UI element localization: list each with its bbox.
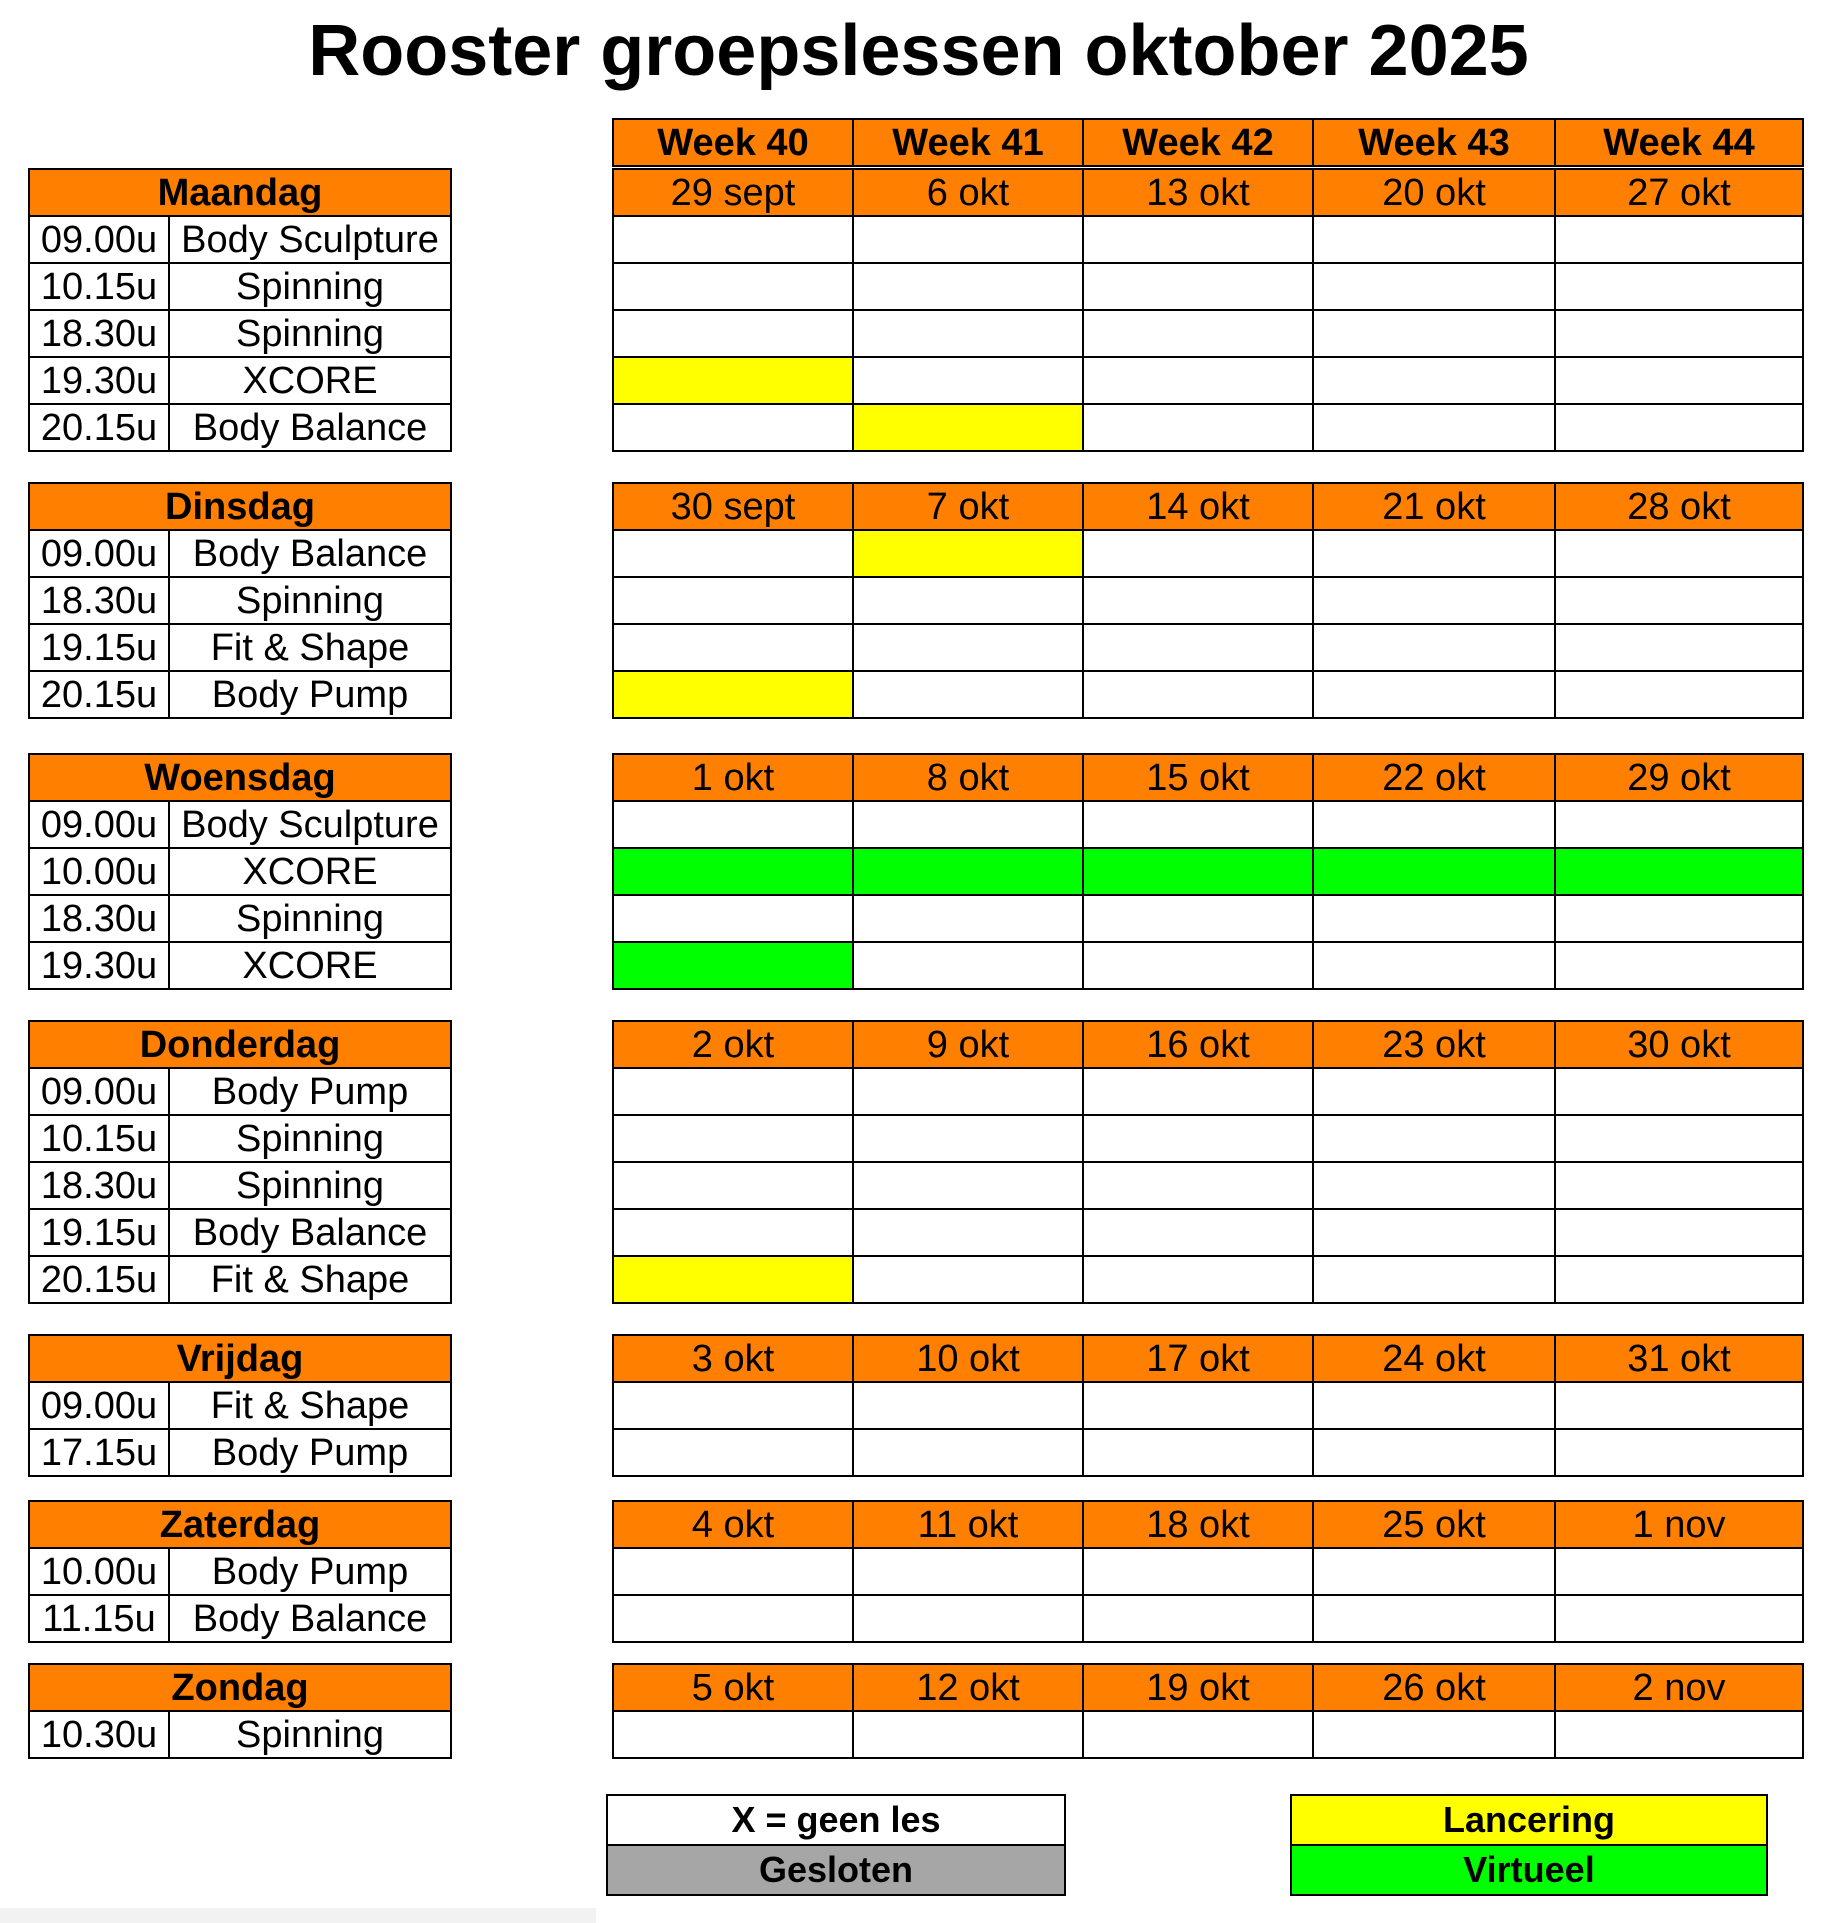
date-header: 10 okt — [853, 1335, 1083, 1382]
status-cell-virtueel — [853, 848, 1083, 895]
legend-virtueel: Virtueel — [1291, 1845, 1767, 1895]
status-cell — [1555, 1595, 1803, 1642]
status-row — [613, 577, 1803, 624]
status-cell — [1555, 1382, 1803, 1429]
legend-right — [1290, 1794, 1768, 1896]
day-block-vrijdag — [28, 1334, 452, 1477]
status-cell — [1555, 216, 1803, 263]
class-time: 18.30u — [29, 577, 169, 624]
page-title: Rooster groepslessen oktober 2025 — [308, 11, 1529, 91]
status-cell — [853, 1209, 1083, 1256]
status-row — [613, 624, 1803, 671]
class-name: Spinning — [169, 1162, 451, 1209]
status-cell — [1083, 263, 1313, 310]
status-cell — [1083, 1068, 1313, 1115]
day-block-woensdag — [28, 753, 452, 990]
day-name: Zondag — [29, 1664, 451, 1711]
date-header: 7 okt — [853, 483, 1083, 530]
date-header: 22 okt — [1313, 754, 1555, 801]
legend-lancering: Lancering — [1291, 1795, 1767, 1845]
class-time: 19.30u — [29, 942, 169, 989]
status-row — [613, 310, 1803, 357]
class-row — [29, 1548, 451, 1595]
status-cell — [1555, 530, 1803, 577]
status-cell — [1313, 216, 1555, 263]
day-name: Dinsdag — [29, 483, 451, 530]
status-row — [613, 1162, 1803, 1209]
status-cell — [853, 216, 1083, 263]
class-time: 18.30u — [29, 895, 169, 942]
status-cell — [1313, 624, 1555, 671]
status-cell — [1313, 310, 1555, 357]
status-cell-virtueel — [1083, 848, 1313, 895]
status-cell — [1083, 530, 1313, 577]
status-cell — [1083, 942, 1313, 989]
status-cell — [853, 942, 1083, 989]
status-cell — [1313, 1209, 1555, 1256]
class-row — [29, 216, 451, 263]
status-cell — [1313, 1429, 1555, 1476]
status-cell — [1083, 1595, 1313, 1642]
status-cell — [613, 530, 853, 577]
status-cell — [1555, 357, 1803, 404]
class-name: Spinning — [169, 1711, 451, 1758]
date-header: 9 okt — [853, 1021, 1083, 1068]
status-cell — [613, 1711, 853, 1758]
status-row — [613, 1256, 1803, 1303]
status-cell — [1555, 263, 1803, 310]
date-header: 12 okt — [853, 1664, 1083, 1711]
status-cell — [1083, 671, 1313, 718]
class-row — [29, 671, 451, 718]
dates-block-dinsdag — [612, 482, 1804, 719]
date-header: 19 okt — [1083, 1664, 1313, 1711]
status-cell-virtueel — [613, 848, 853, 895]
status-row — [613, 848, 1803, 895]
class-time: 09.00u — [29, 1068, 169, 1115]
status-cell — [853, 801, 1083, 848]
day-block-zondag — [28, 1663, 452, 1759]
status-cell — [853, 1115, 1083, 1162]
class-name: Spinning — [169, 895, 451, 942]
date-header: 2 okt — [613, 1021, 853, 1068]
day-name: Woensdag — [29, 754, 451, 801]
date-header: 27 okt — [1555, 169, 1803, 216]
status-cell — [613, 1068, 853, 1115]
status-row — [613, 671, 1803, 718]
status-cell — [1555, 404, 1803, 451]
status-cell — [1555, 1068, 1803, 1115]
legend-left — [606, 1794, 1066, 1896]
date-header: 21 okt — [1313, 483, 1555, 530]
dates-block-vrijdag — [612, 1334, 1804, 1477]
class-time: 18.30u — [29, 1162, 169, 1209]
legend-geen-les: X = geen les — [607, 1795, 1065, 1845]
status-cell — [1555, 942, 1803, 989]
status-cell — [853, 1256, 1083, 1303]
class-row — [29, 1382, 451, 1429]
date-header: 30 sept — [613, 483, 853, 530]
class-name: Fit & Shape — [169, 624, 451, 671]
class-name: Spinning — [169, 310, 451, 357]
status-row — [613, 1548, 1803, 1595]
status-row — [613, 895, 1803, 942]
date-header: 2 nov — [1555, 1664, 1803, 1711]
class-row — [29, 357, 451, 404]
date-header: 4 okt — [613, 1501, 853, 1548]
status-row — [613, 1595, 1803, 1642]
status-row — [613, 530, 1803, 577]
status-cell — [1555, 1209, 1803, 1256]
date-header: 31 okt — [1555, 1335, 1803, 1382]
class-name: XCORE — [169, 848, 451, 895]
dates-block-zaterdag — [612, 1500, 1804, 1643]
class-name: Spinning — [169, 577, 451, 624]
class-name: Spinning — [169, 1115, 451, 1162]
status-row — [613, 1382, 1803, 1429]
status-cell — [853, 624, 1083, 671]
class-time: 18.30u — [29, 310, 169, 357]
week-header: Week 41 — [853, 119, 1083, 166]
status-cell — [1313, 1548, 1555, 1595]
day-block-zaterdag — [28, 1500, 452, 1643]
class-row — [29, 1595, 451, 1642]
class-time: 09.00u — [29, 1382, 169, 1429]
class-name: XCORE — [169, 942, 451, 989]
date-header: 23 okt — [1313, 1021, 1555, 1068]
class-row — [29, 1068, 451, 1115]
class-name: Body Balance — [169, 404, 451, 451]
status-cell — [1313, 1115, 1555, 1162]
status-cell — [853, 1382, 1083, 1429]
class-name: Fit & Shape — [169, 1382, 451, 1429]
status-cell — [1083, 1209, 1313, 1256]
day-name: Maandag — [29, 169, 451, 216]
class-name: Body Sculpture — [169, 801, 451, 848]
status-row — [613, 263, 1803, 310]
class-name: XCORE — [169, 357, 451, 404]
dates-block-maandag — [612, 168, 1804, 452]
status-cell — [613, 1209, 853, 1256]
dates-block-donderdag — [612, 1020, 1804, 1304]
footer-strip — [0, 1908, 596, 1923]
status-cell — [1313, 263, 1555, 310]
class-name: Body Pump — [169, 1068, 451, 1115]
class-time: 11.15u — [29, 1595, 169, 1642]
date-header: 29 sept — [613, 169, 853, 216]
status-cell — [613, 1548, 853, 1595]
class-name: Body Balance — [169, 530, 451, 577]
status-cell — [1555, 1115, 1803, 1162]
class-time: 20.15u — [29, 671, 169, 718]
status-row — [613, 801, 1803, 848]
status-cell — [1083, 1162, 1313, 1209]
status-cell — [613, 310, 853, 357]
legend-gesloten: Gesloten — [607, 1845, 1065, 1895]
status-cell — [1555, 1548, 1803, 1595]
class-name: Fit & Shape — [169, 1256, 451, 1303]
class-time: 10.00u — [29, 848, 169, 895]
date-header: 17 okt — [1083, 1335, 1313, 1382]
date-header: 13 okt — [1083, 169, 1313, 216]
date-header: 28 okt — [1555, 483, 1803, 530]
class-time: 19.15u — [29, 624, 169, 671]
class-time: 10.00u — [29, 1548, 169, 1595]
status-cell — [1313, 1382, 1555, 1429]
day-name: Zaterdag — [29, 1501, 451, 1548]
class-name: Body Pump — [169, 671, 451, 718]
class-row — [29, 1162, 451, 1209]
day-name: Vrijdag — [29, 1335, 451, 1382]
class-time: 20.15u — [29, 1256, 169, 1303]
class-name: Body Pump — [169, 1548, 451, 1595]
week-header: Week 43 — [1313, 119, 1555, 166]
status-cell — [853, 1595, 1083, 1642]
status-cell — [853, 1548, 1083, 1595]
status-cell — [1083, 1711, 1313, 1758]
class-name: Body Sculpture — [169, 216, 451, 263]
status-row — [613, 216, 1803, 263]
date-header: 5 okt — [613, 1664, 853, 1711]
status-cell — [1083, 895, 1313, 942]
class-time: 17.15u — [29, 1429, 169, 1476]
status-cell — [613, 1595, 853, 1642]
status-cell — [853, 1162, 1083, 1209]
status-cell-virtueel — [1313, 848, 1555, 895]
status-cell — [853, 357, 1083, 404]
status-cell — [613, 216, 853, 263]
status-cell — [1313, 530, 1555, 577]
status-row — [613, 1209, 1803, 1256]
status-cell — [853, 1429, 1083, 1476]
class-row — [29, 1209, 451, 1256]
date-header: 6 okt — [853, 169, 1083, 216]
status-cell — [853, 671, 1083, 718]
status-cell — [1313, 671, 1555, 718]
status-cell — [613, 404, 853, 451]
status-cell — [1083, 310, 1313, 357]
status-cell — [1313, 404, 1555, 451]
week-header-table — [612, 118, 1804, 167]
day-block-dinsdag — [28, 482, 452, 719]
dates-block-woensdag — [612, 753, 1804, 990]
status-cell — [1555, 310, 1803, 357]
class-time: 10.15u — [29, 1115, 169, 1162]
class-name: Body Balance — [169, 1595, 451, 1642]
date-header: 15 okt — [1083, 754, 1313, 801]
status-cell — [1313, 1256, 1555, 1303]
status-cell — [613, 263, 853, 310]
status-cell — [1083, 1548, 1313, 1595]
day-block-maandag — [28, 168, 452, 452]
class-time: 10.30u — [29, 1711, 169, 1758]
class-row — [29, 942, 451, 989]
date-header: 1 okt — [613, 754, 853, 801]
status-cell — [853, 263, 1083, 310]
class-row — [29, 895, 451, 942]
date-header: 1 nov — [1555, 1501, 1803, 1548]
status-cell — [853, 310, 1083, 357]
class-time: 09.00u — [29, 216, 169, 263]
status-cell — [1083, 1382, 1313, 1429]
dates-block-zondag — [612, 1663, 1804, 1759]
status-cell — [1555, 895, 1803, 942]
status-cell — [1555, 801, 1803, 848]
date-header: 30 okt — [1555, 1021, 1803, 1068]
week-header: Week 44 — [1555, 119, 1803, 166]
status-cell — [1313, 895, 1555, 942]
status-row — [613, 1711, 1803, 1758]
status-row — [613, 1429, 1803, 1476]
class-time: 09.00u — [29, 530, 169, 577]
status-cell — [1555, 671, 1803, 718]
status-cell — [1313, 1162, 1555, 1209]
status-row — [613, 357, 1803, 404]
class-time: 10.15u — [29, 263, 169, 310]
class-time: 19.15u — [29, 1209, 169, 1256]
status-row — [613, 1115, 1803, 1162]
status-cell — [1083, 216, 1313, 263]
status-cell — [613, 801, 853, 848]
status-cell — [1555, 577, 1803, 624]
status-cell — [1083, 624, 1313, 671]
class-row — [29, 624, 451, 671]
status-cell — [1083, 1429, 1313, 1476]
week-header: Week 40 — [613, 119, 853, 166]
status-row — [613, 942, 1803, 989]
class-row — [29, 801, 451, 848]
status-cell — [853, 1711, 1083, 1758]
date-header: 8 okt — [853, 754, 1083, 801]
status-cell — [1313, 1595, 1555, 1642]
status-cell — [853, 895, 1083, 942]
date-header: 20 okt — [1313, 169, 1555, 216]
status-cell — [1555, 1429, 1803, 1476]
status-cell — [1083, 1256, 1313, 1303]
class-row — [29, 1115, 451, 1162]
date-header: 29 okt — [1555, 754, 1803, 801]
status-cell — [613, 895, 853, 942]
status-cell — [1313, 357, 1555, 404]
class-name: Spinning — [169, 263, 451, 310]
status-cell — [1313, 942, 1555, 989]
status-cell — [853, 1068, 1083, 1115]
class-row — [29, 263, 451, 310]
status-cell — [1555, 1162, 1803, 1209]
status-row — [613, 404, 1803, 451]
status-cell — [1083, 1115, 1313, 1162]
status-cell — [1083, 801, 1313, 848]
status-cell — [1313, 577, 1555, 624]
status-cell — [613, 624, 853, 671]
status-cell — [1313, 1711, 1555, 1758]
status-cell — [1555, 1256, 1803, 1303]
status-cell — [1555, 1711, 1803, 1758]
date-header: 11 okt — [853, 1501, 1083, 1548]
date-header: 24 okt — [1313, 1335, 1555, 1382]
status-cell — [613, 1382, 853, 1429]
status-cell-lancering — [613, 1256, 853, 1303]
date-header: 26 okt — [1313, 1664, 1555, 1711]
status-cell-lancering — [613, 357, 853, 404]
date-header: 18 okt — [1083, 1501, 1313, 1548]
status-cell — [1313, 801, 1555, 848]
status-cell — [1083, 404, 1313, 451]
date-header: 16 okt — [1083, 1021, 1313, 1068]
status-cell — [1083, 357, 1313, 404]
class-time: 19.30u — [29, 357, 169, 404]
day-name: Donderdag — [29, 1021, 451, 1068]
date-header: 3 okt — [613, 1335, 853, 1382]
status-cell-lancering — [613, 671, 853, 718]
status-cell — [613, 1162, 853, 1209]
status-cell — [613, 1115, 853, 1162]
status-cell — [1083, 577, 1313, 624]
status-cell-lancering — [853, 404, 1083, 451]
day-block-donderdag — [28, 1020, 452, 1304]
week-header: Week 42 — [1083, 119, 1313, 166]
class-row — [29, 577, 451, 624]
class-row — [29, 310, 451, 357]
date-header: 25 okt — [1313, 1501, 1555, 1548]
class-row — [29, 404, 451, 451]
status-row — [613, 1068, 1803, 1115]
class-name: Body Pump — [169, 1429, 451, 1476]
status-cell — [853, 577, 1083, 624]
status-cell-virtueel — [613, 942, 853, 989]
status-cell — [613, 1429, 853, 1476]
status-cell-lancering — [853, 530, 1083, 577]
class-row — [29, 530, 451, 577]
class-time: 20.15u — [29, 404, 169, 451]
class-name: Body Balance — [169, 1209, 451, 1256]
class-time: 09.00u — [29, 801, 169, 848]
status-cell — [1555, 624, 1803, 671]
class-row — [29, 1711, 451, 1758]
date-header: 14 okt — [1083, 483, 1313, 530]
status-cell — [613, 577, 853, 624]
class-row — [29, 1256, 451, 1303]
status-cell — [1313, 1068, 1555, 1115]
class-row — [29, 1429, 451, 1476]
class-row — [29, 848, 451, 895]
status-cell-virtueel — [1555, 848, 1803, 895]
